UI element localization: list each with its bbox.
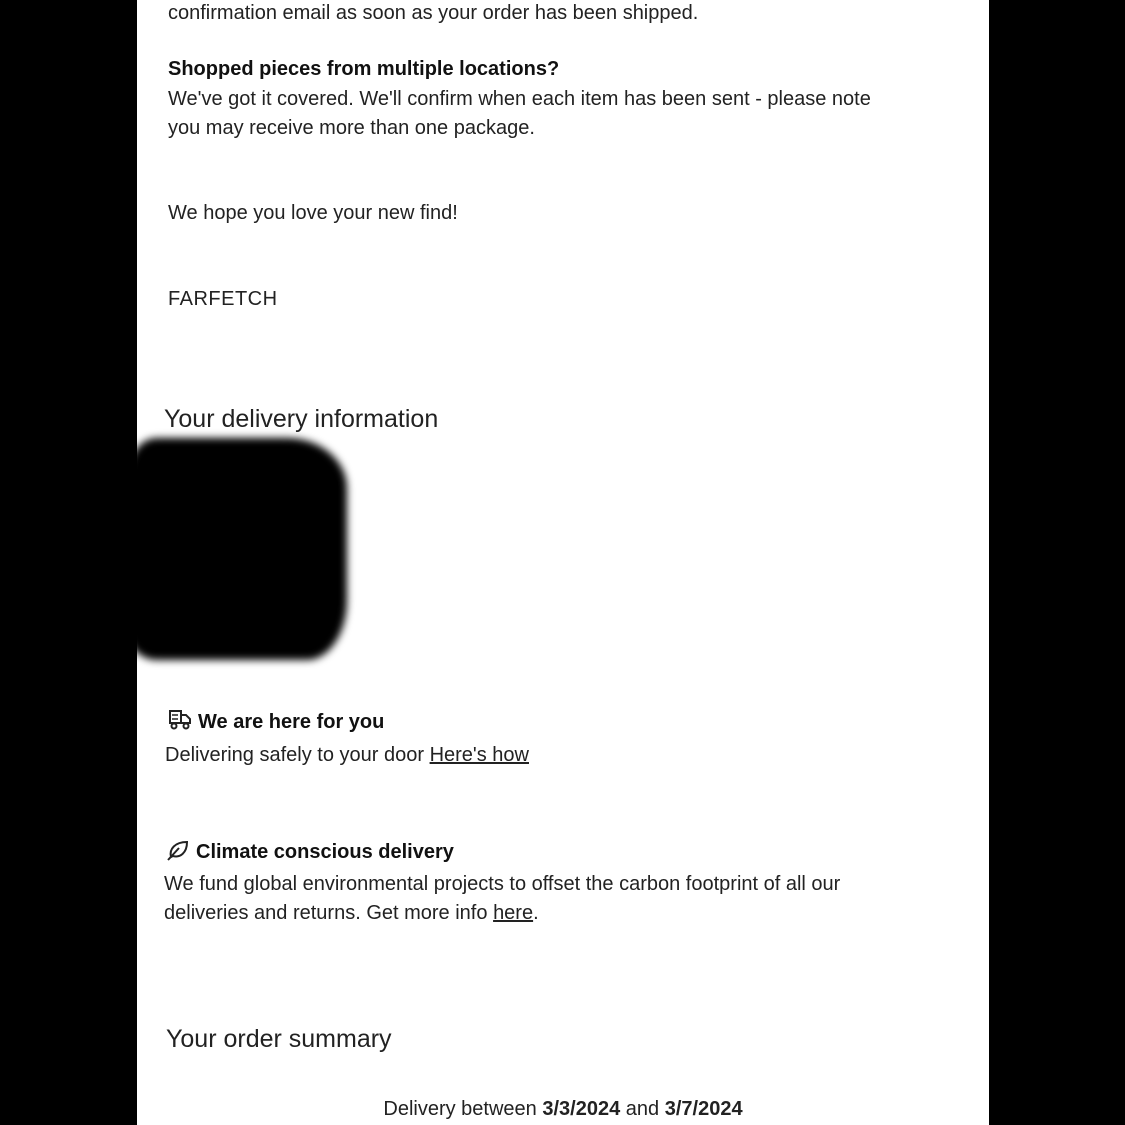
leaf-icon: [166, 839, 190, 866]
redacted-address-block: [137, 438, 347, 660]
climate-heading-row: [166, 839, 454, 866]
multi-location-line-1: We've got it covered. We'll confirm when each item has been sent - please note: [168, 88, 871, 110]
delivery-window-and: and: [625, 1098, 660, 1120]
multi-location-line-2: you may receive more than one package.: [168, 117, 535, 139]
here-for-you-text: Delivering safely to your door: [165, 744, 425, 766]
here-for-you-text-row: [165, 741, 529, 770]
heres-how-link[interactable]: Here's how: [429, 744, 529, 766]
climate-line-2-suffix: .: [533, 902, 539, 924]
climate-line-2: [164, 899, 539, 928]
delivery-truck-icon: [168, 709, 192, 736]
climate-here-link[interactable]: here: [493, 902, 534, 924]
delivery-end-date: 3/7/2024: [664, 1098, 743, 1120]
intro-text-tail: confirmation email as soon as your order has been shipped.: [168, 2, 699, 24]
delivery-window-prefix: Delivery between: [383, 1098, 537, 1120]
email-page: [137, 0, 989, 1125]
closing-text: We hope you love your new find!: [168, 202, 458, 224]
climate-line-1: We fund global environmental projects to offset the carbon footprint of all our: [164, 873, 841, 895]
signature: FARFETCH: [168, 288, 278, 310]
delivery-info-title: Your delivery information: [164, 405, 439, 433]
climate-heading: Climate conscious delivery: [196, 841, 454, 863]
multi-location-heading: Shopped pieces from multiple locations?: [168, 58, 560, 80]
delivery-start-date: 3/3/2024: [542, 1098, 621, 1120]
delivery-window-row: [137, 1095, 989, 1124]
here-for-you-heading-row: [168, 709, 384, 736]
climate-line-2-prefix: deliveries and returns. Get more info: [164, 902, 488, 924]
here-for-you-heading: We are here for you: [198, 711, 385, 733]
order-summary-title: Your order summary: [166, 1025, 392, 1053]
